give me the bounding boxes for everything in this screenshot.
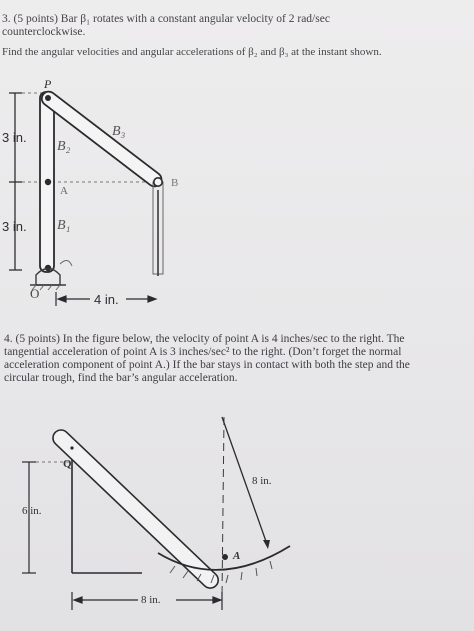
dim-height-6in: 6 in.	[22, 505, 42, 517]
label-a-linkage: A	[60, 185, 68, 197]
label-a-trough: A	[233, 550, 241, 562]
problem4-line1: 4. (5 points) In the figure below, the velocity of point A is 4 inches/sec to the right. The	[4, 333, 405, 345]
dim-radius-8in: 8 in.	[252, 475, 272, 487]
label-o: O	[30, 286, 40, 301]
dim-horizontal-8in: 8 in.	[141, 594, 161, 606]
label-b3: B₃	[112, 124, 126, 139]
dim-horizontal-4in: 4 in.	[94, 292, 119, 307]
label-b2: B₂	[57, 139, 71, 154]
label-q: Q	[63, 458, 72, 470]
label-p: P	[44, 77, 52, 91]
dim-top-3in: 3 in.	[2, 130, 27, 145]
problem3-line1: 3. (5 points) Bar β₁ rotates with a constant angular velocity of 2 rad/sec	[2, 13, 330, 25]
problem3-line3: Find the angular velocities and angular accelerations of β₂ and β₃ at the instant shown.	[2, 46, 382, 58]
label-b1: B₁	[57, 218, 71, 233]
label-b-linkage: B	[171, 177, 179, 189]
problem3-line2: counterclockwise.	[2, 26, 86, 38]
problem4-line2: tangential acceleration of point A is 3 inches/sec² to the right. (Don’t forget the normal	[4, 346, 402, 358]
dim-bottom-3in: 3 in.	[2, 219, 27, 234]
problem4-line4: circular trough, find the bar’s angular acceleration.	[4, 372, 238, 384]
problem4-line3: acceleration component of point A.) If the bar stays in contact with both the step and the	[4, 359, 410, 371]
